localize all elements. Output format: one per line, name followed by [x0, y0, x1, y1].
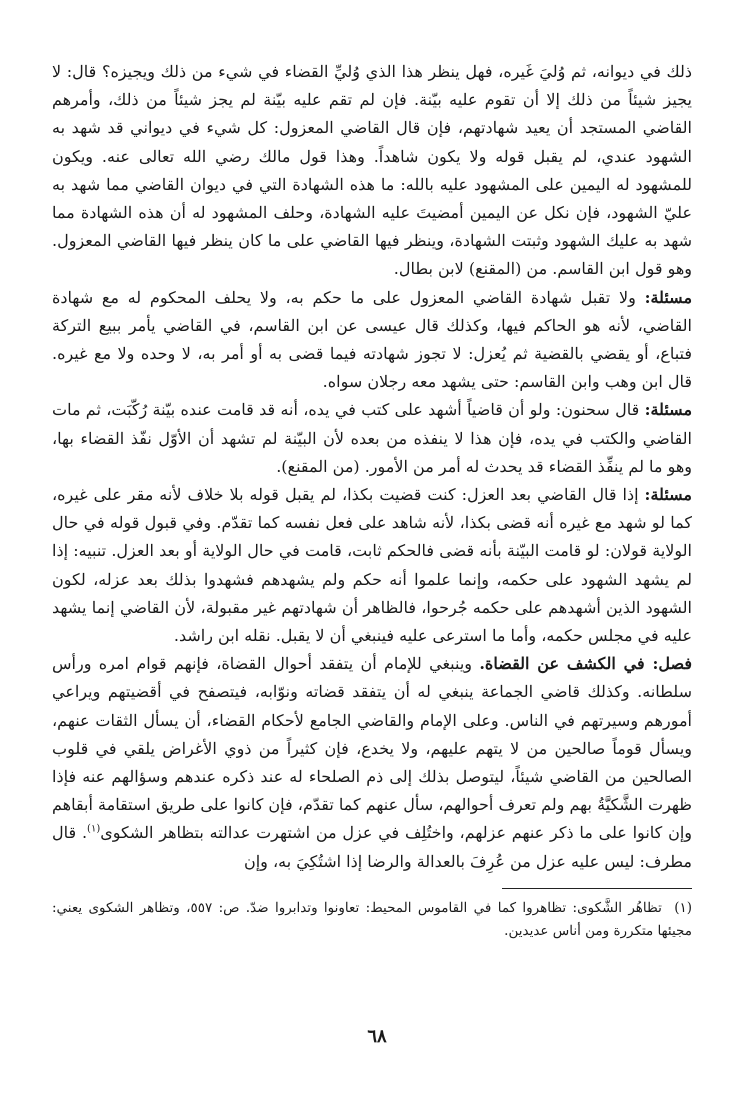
page-number: ٦٨ [367, 1026, 387, 1047]
paragraph-5 [52, 650, 692, 876]
footnote [52, 897, 692, 943]
paragraph-3 [52, 396, 692, 481]
paragraph-heading: مسئلة: [644, 485, 692, 505]
paragraph-1 [52, 58, 692, 284]
footnote-number: (١) [674, 899, 693, 916]
paragraph-heading: مسئلة: [644, 287, 693, 307]
paragraph-text: إذا قال القاضي بعد العزل: كنت قضيت بكذا، لم يقبل قوله بلا خلاف لأنه مقر على غيره، كما لو شهد مع غيره أنه قضى بكذا، لأنه شاهد على فعل نفسه كما تقدّم. وفي قبول قوله في حال الولاية قولان: لو قامت البيّنة بأنه قضى فالحكم ثابت، قامت في حال الولاية أو بعد العزل. تنبيه: إذا لم يشهد الشهود على حكمه، وإنما علموا أنه حكم ولم يشهدهم فشهدوا بذلك بعد عزله، لكون الشهود الذين أشهدهم على حكمه جُرحوا، فالظاهر أن شهادتهم غير مقبولة، لأن القاضي إنما يشهد عليه في مجلس حكمه، وأما ما استرعى عليه فينبغي أن لا يقبل. نقله ابن راشد. [52, 485, 693, 646]
paragraph-text: وينبغي للإمام أن يتفقد أحوال القضاة، فإنهم قوام امره ورأس سلطانه. وكذلك قاضي الجماعة ينبغي له أن يتفقد قضاته ونوّابه، فيتصفح في أقضيتهم ويراعي أمورهم وسيرتهم في الناس. وعلى الإمام والقاضي الجامع لأحكام القضاء، أن يسأل الثقات عنهم، ويسأل قوماً صالحين من لا يتهم عليهم، ولا يخدع، فإن كثيراً من ذوي الأغراض يلقي في قلوب الصالحين من القاضي شيئاً، ليتوصل بذلك إلى ذم الصلحاء له عند ذكره عندهم وسؤالهم عنه فإذا ظهرت الشَّكيَّةُ بهم ولم تعرف أحوالهم، سأل عنهم كما تقدّم، فإن كانوا على طريق استقامة أبقاهم وإن كانوا على ما ذكر عنهم عزلهم، واختُلِف في عزل من اشتهرت عدالته بتظاهر الشكوى [52, 654, 693, 843]
footnote-reference[interactable]: (١) [87, 824, 101, 836]
paragraph-text-tail: . قال مطرف: ليس عليه عزل من عُرِفَ بالعدالة والرضا إذا اشتُكِيَ به، وإن [52, 823, 692, 871]
paragraph-text: ولا تقبل شهادة القاضي المعزول على ما حكم به، ولا يحلف المحكوم له مع شهادة القاضي، لأنه هو الحاكم فيها، وكذلك قال عيسى عن ابن القاسم، في القاضي يأمر ببيع التركة فتباع، أو يقضي بالقضية ثم يُعزل: لا تجوز شهادته فيما قضى به أو أمر به، لا وحده ولا مع غيره. قال ابن وهب وابن القاسم: حتى يشهد معه رجلان سواه. [52, 287, 693, 392]
paragraph-4 [52, 481, 692, 650]
footnote-text: تظاهُر الشَّكوى: تظاهروا كما في القاموس المحيط: تعاونوا وتدابروا ضدّ. ص: ٥٥٧، وتظاهر الشكوى يعني: مجيئها متكررة ومن أناس عديدين. [52, 899, 692, 939]
paragraph-2 [52, 284, 692, 397]
paragraph-text: ذلك في ديوانه، ثم وُليَ غَيره، فهل ينظر هذا الذي وُليِّ القضاء في شيء من ذلك ويجيزه؟ قال: لا يجيز شيئاً من ذلك إلا أن تقوم عليه بيّنة. فإن لم تقم عليه بيّنة لم يجز شيئاً من ذلك، وأمرهم القاضي المستجد أن يعيد شهادتهم، فإن قال القاضي المعزول: كل شيء في ديواني قد شهد به الشهود عندي، لم يقبل قوله ولا يكون شاهداً. وهذا قول مالك رضي الله تعالى عنه. ويكون للمشهود له اليمين على المشهود عليه بالله: ما هذه الشهادة التي في ديوان القاضي مما شهد به عليّ الشهود، فإن نكل عن اليمين أمضيتَ عليه الشهادة، وحلف المشهود له أن هذه الشهادة مما شهد به عليك الشهود وثبتت الشهادة، وينظر فيها القاضي على ما كان ينظر فيها القاضي المعزول. وهو قول ابن القاسم. من (المقنع) لابن بطال. [52, 62, 692, 279]
paragraph-heading: مسئلة: [644, 400, 693, 420]
section-heading: فصل: في الكشف عن القضاة. [479, 654, 692, 674]
paragraph-text: قال سحنون: ولو أن قاضياً أشهد على كتب في يده، أنه قد قامت عنده بيّنة رُكّبَت، ثم مات القاضي والكتب في يده، فإن هذا لا ينفذه من بعده لأن البيّنة لم تشهد أن الأوّل نفّذ القضاء بها، وهو ما لم ينفِّذ القضاء قد يحدث له أمر من الأمور. (من المقنع). [52, 400, 692, 476]
main-text [52, 58, 692, 876]
footnote-separator [502, 888, 692, 889]
